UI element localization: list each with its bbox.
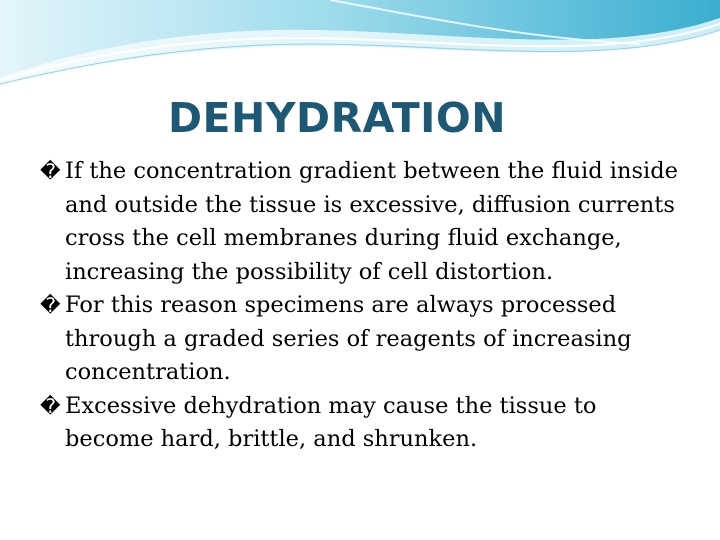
bullet-marker-icon: � <box>40 293 61 317</box>
bullet-text: For this reason specimens are always processed through a graded series of reagents of increasing concentration. <box>65 292 632 385</box>
bullet-item <box>40 390 690 457</box>
bullet-text: If the concentration gradient between the fluid inside and outside the tissue is excessive, diffusion currents cross the cell membranes during fluid exchange, increasing the possibility of cell distortion. <box>65 158 678 285</box>
bullet-marker-icon: � <box>40 159 61 183</box>
bullet-list <box>40 155 690 457</box>
bullet-item <box>40 155 690 289</box>
bullet-item <box>40 289 690 390</box>
bullet-text: Excessive dehydration may cause the tissue to become hard, brittle, and shrunken. <box>65 392 597 452</box>
header-wave-decoration <box>0 0 720 90</box>
slide-title: DEHYDRATION <box>168 94 507 142</box>
bullet-marker-icon: � <box>40 393 61 418</box>
